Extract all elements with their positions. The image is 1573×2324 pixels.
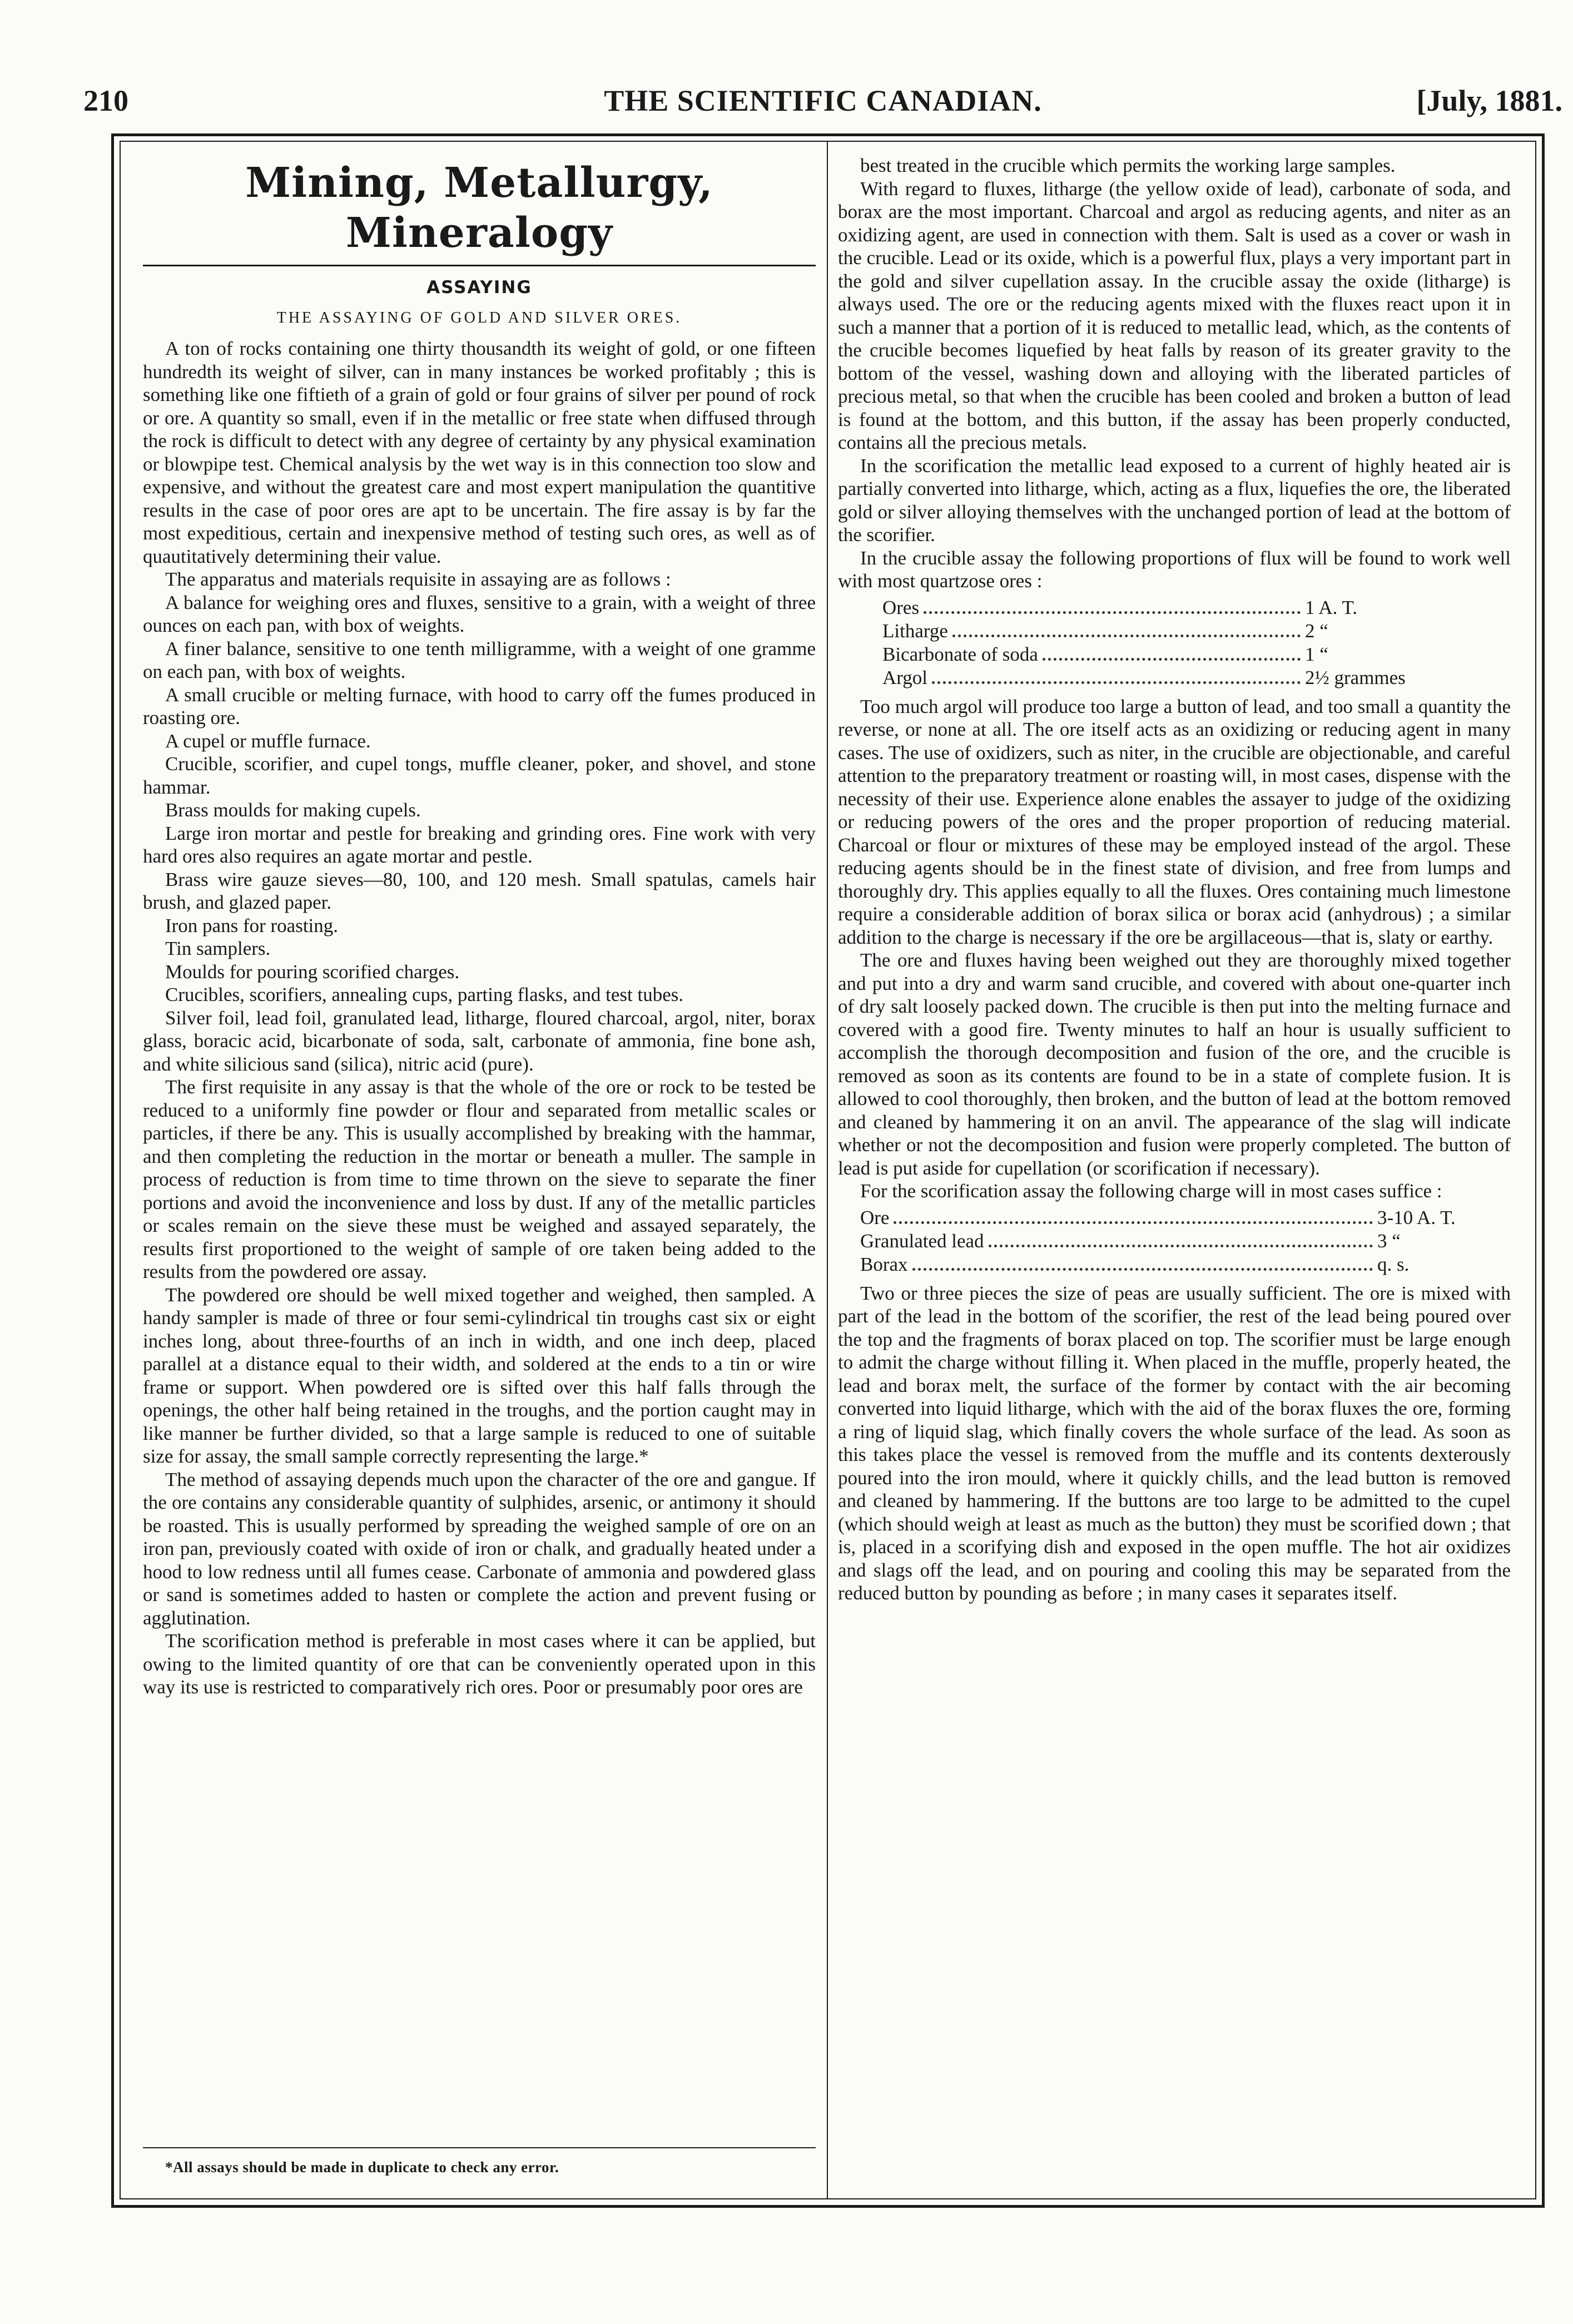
footnote: *All assays should be made in duplicate to check any error. xyxy=(165,2159,559,2176)
flux-name: Ore xyxy=(860,1206,890,1228)
paragraph: best treated in the crucible which permits the working large samples. xyxy=(860,155,1396,176)
paragraph: Silver foil, lead foil, granulated lead, litharge, floured charcoal, argol, niter, borax glass, boracic acid, bicarbonate of soda, salt, carbonate of ammonia, fine bone ash, and white silicious sand (silica), nitric acid (pure). xyxy=(143,1007,816,1075)
column-rule xyxy=(827,142,828,2198)
department-title: Mining, Metallurgy, Mineralogy xyxy=(245,159,713,257)
paragraph: A ton of rocks containing one thirty thousandth its weight of gold, or one fifteen hundredth its weight of silver, can in many instances be worked profitably ; this is something like one fiftieth of a grain of gold or four grains of silver per pound of rock or ore. A quantity so small, even if in the metallic or free state when diffused through the rock is difficult to detect with any degree of certainty by any physical examination or blowpipe test. Chemical analysis by the wet way is in this connection too slow and expensive, and without the greatest care and most expert manipulation the quantitive results in the case of poor ores are apt to be uncertain. The fire assay is by far the most expeditious, certain and inexpensive method of testing such ores, as well as of quautitatively determining their value. xyxy=(143,338,816,567)
flux-row xyxy=(882,620,1438,643)
running-head xyxy=(83,83,1562,122)
paragraph: Too much argol will produce too large a button of lead, and too small a quantity the reverse, or none at all. The ore itself acts as an oxidizing or reducing agent in many cases. The use of oxidizers, such as niter, in the crucible are objectionable, and careful attention to the preparatory treatment or roasting will, in most cases, dispense with the necessity of their use. Experience alone enables the assayer to judge of the oxidizing or reducing powers of the ores and the proper proportion of reducing material. Charcoal or flour or mixtures of these may be employed instead of the argol. These reducing agents should be in the finest state of division, and free from lumps and thoroughly dry. This applies equally to all the fluxes. Ores containing much limestone require a considerable addition of borax silica or borax acid (anhydrous) ; a similar addition to the charge is necessary if the ore be argillaceous—that is, slaty or earthy. xyxy=(838,695,1511,948)
article-heading: ASSAYING xyxy=(426,278,532,298)
page-frame-inner xyxy=(120,141,1536,2199)
paragraph: A balance for weighing ores and fluxes, sensitive to a grain, with a weight of three ounces on each pan, with box of weights. xyxy=(143,591,816,636)
paragraph: A small crucible or melting furnace, with hood to carry off the fumes produced in roasting ore. xyxy=(143,683,816,729)
dot-leader xyxy=(1043,657,1301,661)
dot-leader xyxy=(912,1267,1373,1271)
crucible-flux-table xyxy=(882,596,1438,690)
footnote-rule xyxy=(143,2147,816,2148)
flux-quantity: 3 “ xyxy=(1377,1230,1401,1252)
page-number: 210 xyxy=(83,84,128,117)
page-frame xyxy=(111,133,1545,2208)
paragraph: Large iron mortar and pestle for breaking and grinding ores. Fine work with very hard ores also requires an agate mortar and pestle. xyxy=(143,822,816,867)
journal-title: THE SCIENTIFIC CANADIAN. xyxy=(604,84,1042,117)
paragraph: In the scorification the metallic lead exposed to a current of highly heated air is partially converted into litharge, which, acting as a flux, liquefies the ore, the liberated gold or silver alloying themselves with the unchanged portion of lead at the bottom of the scorifier. xyxy=(838,454,1511,546)
paragraph: A finer balance, sensitive to one tenth milligramme, with a weight of one gramme on each pan, with box of weights. xyxy=(143,637,816,682)
flux-quantity: 2 “ xyxy=(1305,620,1328,642)
flux-name: Argol xyxy=(882,666,928,688)
issue-date: [July, 1881. xyxy=(1416,84,1562,117)
paragraph: With regard to fluxes, litharge (the yellow oxide of lead), carbonate of soda, and borax are the most important. Charcoal and argol as reducing agents, and niter as an oxidizing agent, are used in connection with them. Salt is used as a cover or wash in the crucible. Lead or its oxide, which is a powerful flux, plays a very important part in the gold and silver cupellation assay. In the crucible assay the oxide (litharge) is always used. The ore or the reducing agents mixed with the fluxes react upon it in such a manner that a portion of it is reduced to metallic lead, which, as the contents of the crucible becomes liquefied by heat falls by reason of its greater gravity to the bottom of the vessel, washing down and alloying with the liberated particles of precious metal, so that when the crucible has been cooled and broken a button of lead is found at the bottom, and this button, if the assay has been properly conducted, contains all the precious metals. xyxy=(838,177,1511,453)
paragraph: Brass wire gauze sieves—80, 100, and 120 mesh. Small spatulas, camels hair brush, and glazed paper. xyxy=(143,868,816,913)
flux-quantity: 1 “ xyxy=(1305,643,1328,665)
scorification-charge-table xyxy=(860,1206,1483,1276)
flux-quantity: 2½ grammes xyxy=(1305,666,1406,688)
flux-row xyxy=(882,643,1438,666)
flux-name: Granulated lead xyxy=(860,1230,984,1252)
paragraph: Tin samplers. xyxy=(165,938,271,959)
right-body-text-b xyxy=(838,695,1511,1203)
paragraph: For the scorification assay the following charge will in most cases suffice : xyxy=(860,1180,1442,1202)
flux-quantity: 1 A. T. xyxy=(1305,596,1357,618)
paragraph: The first requisite in any assay is that the whole of the ore or rock to be tested be reduced to a uniformly fine powder or flour and separated from metallic scales or particles, if there be any. This is usually accomplished by breaking with the hammar, and then completing the reduction in the mortar or beneath a muller. The sample in process of reduction is from time to time thrown on the sieve to separate the finer portions and avoid the inconvenience and loss by dust. If any of the metallic particles or scales remain on the sieve these must be weighed and assayed separately, the results first proportioned to the weight of sample of ore taken being added to the results from the powdered ore assay. xyxy=(143,1076,816,1282)
right-column xyxy=(838,142,1511,2198)
dot-leader xyxy=(952,634,1301,637)
paragraph: The apparatus and materials requisite in assaying are as follows : xyxy=(165,568,671,590)
article-subheading: THE ASSAYING OF GOLD AND SILVER ORES. xyxy=(276,309,682,326)
flux-row xyxy=(860,1230,1483,1253)
paragraph: Iron pans for roasting. xyxy=(165,914,339,936)
left-body-text xyxy=(143,337,816,1699)
right-body-text-a xyxy=(838,154,1511,593)
paragraph: In the crucible assay the following proportions of flux will be found to work well with most quartzose ores : xyxy=(838,547,1511,592)
paragraph: The powdered ore should be well mixed together and weighed, then sampled. A handy sampler is made of three or four semi-cylindrical tin troughs cast six or eight inches long, about three-fourths of an inch in width, and one inch deep, placed parallel at a distance equal to their width, and soldered at the ends to a tin or wire frame or support. When powdered ore is sifted over this half falls through the openings, the other half being retained in the troughs, and the portion caught may in like manner be further divided, so that a large sample is reduced to one of suitable size for assay, the small sample correctly representing the large.* xyxy=(143,1284,816,1467)
paragraph: Brass moulds for making cupels. xyxy=(165,799,421,821)
dot-leader xyxy=(894,1221,1373,1224)
flux-quantity: 3-10 A. T. xyxy=(1377,1206,1456,1228)
flux-row xyxy=(882,666,1438,690)
dot-leader xyxy=(932,681,1301,684)
dot-leader xyxy=(924,611,1301,614)
flux-name: Bicarbonate of soda xyxy=(882,643,1038,665)
flux-name: Litharge xyxy=(882,620,948,642)
title-rule xyxy=(143,265,816,266)
paragraph: Two or three pieces the size of peas are usually sufficient. The ore is mixed with part of the lead in the bottom of the scorifier, the rest of the lead being poured over the top and the fragments of borax placed on top. The scorifier must be large enough to admit the charge without filling it. When placed in the muffle, properly heated, the lead and borax melt, the surface of the former by contact with the air becoming converted into liquid litharge, which with the aid of the borax fluxes the ore, forming a ring of liquid slag, which finally covers the whole surface of the lead. As soon as this takes place the vessel is removed from the muffle and its contents dexterously poured into the iron mould, where it quickly chills, and the lead button is removed and cleaned by hammering. If the buttons are too large to be admitted to the cupel (which should weigh at least as much as the button) they must be scorified down ; that is, placed in a scorifying dish and exposed in the open muffle. The hot air oxidizes and slags off the lead, and on pouring and cooling this may be separated from the reduced button by pounding as before ; in many cases it separates itself. xyxy=(838,1282,1511,1604)
paragraph: Crucibles, scorifiers, annealing cups, parting flasks, and test tubes. xyxy=(165,984,684,1005)
paragraph: The method of assaying depends much upon the character of the ore and gangue. If the ore contains any considerable quantity of sulphides, arsenic, or antimony it should be roasted. This is usually performed by spreading the weighed sample of ore on an iron pan, previously coated with oxide of iron or chalk, and gradually heated under a hood to low redness until all fumes cease. Carbonate of ammonia and powdered glass or sand is sometimes added to hasten or complete the action and prevent fusing or agglutination. xyxy=(143,1468,816,1629)
dot-leader xyxy=(989,1244,1373,1247)
right-body-text-c xyxy=(838,1282,1511,1605)
paragraph: Crucible, scorifier, and cupel tongs, muffle cleaner, poker, and shovel, and stone hammar. xyxy=(143,753,816,798)
left-column xyxy=(143,142,816,2198)
paragraph: Moulds for pouring scorified charges. xyxy=(165,960,460,983)
paragraph: The ore and fluxes having been weighed out they are thoroughly mixed together and put into a dry and warm sand crucible, and covered with about one-quarter inch of dry salt loosely packed down. The crucible is then put into the melting furnace and covered with a good fire. Twenty minutes to half an hour is usually sufficient to accomplish the thorough decomposition and fusion of the ore, and the crucible is removed as soon as its contents are found to be in a state of complete fusion. It is allowed to cool thoroughly, then broken, and the button of lead at the bottom removed and cleaned by hammering it on an anvil. The appearance of the slag will indicate whether or not the decomposition and fusion were properly completed. The button of lead is put aside for cupellation (or scorification if necessary). xyxy=(838,949,1511,1179)
flux-name: Ores xyxy=(882,596,920,618)
flux-row xyxy=(860,1253,1483,1276)
flux-quantity: q. s. xyxy=(1377,1253,1410,1275)
paragraph: The scorification method is preferable in most cases where it can be applied, but owing to the limited quantity of ore that can be conveniently operated upon in this way its use is restricted to comparatively rich ores. Poor or presumably poor ores are xyxy=(143,1630,816,1698)
flux-name: Borax xyxy=(860,1253,908,1275)
flux-row xyxy=(882,596,1438,620)
flux-row xyxy=(860,1206,1483,1230)
paragraph: A cupel or muffle furnace. xyxy=(165,730,371,752)
